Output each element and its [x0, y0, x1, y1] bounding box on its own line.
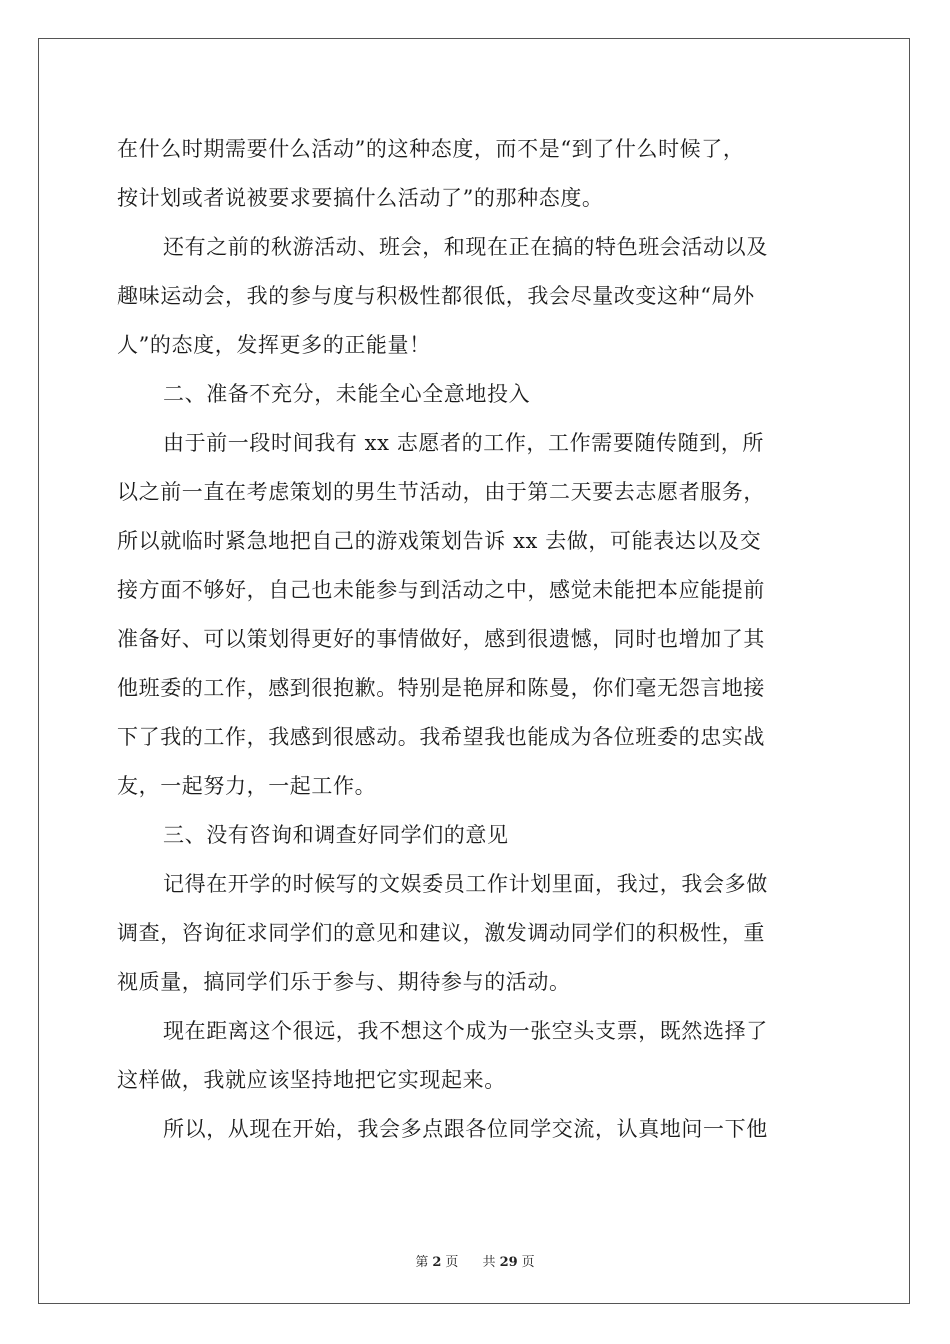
text-line: 趣味运动会，我的参与度与积极性都很低，我会尽量改变这种“局外 [117, 284, 755, 308]
text-line: 由于前一段时间我有 xx 志愿者的工作，工作需要随传随到，所 [163, 431, 765, 455]
total-label: 共 29 页 [482, 1255, 535, 1270]
text-line: 这样做，我就应该坚持地把它实现起来。 [117, 1068, 506, 1092]
page-label: 第 2 页 [415, 1255, 459, 1270]
text-line: 他班委的工作，感到很抱歉。特别是艳屏和陈曼，你们毫无怨言地接 [117, 676, 765, 700]
text-line: 人”的态度，发挥更多的正能量！ [117, 333, 431, 357]
page-footer [0, 1251, 950, 1270]
text-line: 按计划或者说被要求要搞什么活动了”的那种态度。 [117, 186, 604, 210]
text-line: 在什么时期需要什么活动”的这种态度，而不是“到了什么时候了， [117, 137, 745, 161]
text-line: 现在距离这个很远，我不想这个成为一张空头支票，既然选择了 [163, 1019, 768, 1043]
text-line: 下了我的工作，我感到很感动。我希望我也能成为各位班委的忠实战 [117, 725, 765, 749]
text-line: 二、准备不充分，未能全心全意地投入 [163, 382, 531, 406]
text-line: 所以，从现在开始，我会多点跟各位同学交流，认真地问一下他 [163, 1117, 768, 1141]
total-pages-number: 29 [499, 1255, 518, 1270]
text-line: 还有之前的秋游活动、班会，和现在正在搞的特色班会活动以及 [163, 235, 768, 259]
text-line: 以之前一直在考虑策划的男生节活动，由于第二天要去志愿者服务， [117, 480, 765, 504]
text-line: 所以就临时紧急地把自己的游戏策划告诉 xx 去做，可能表达以及交 [117, 529, 762, 553]
text-line: 调查，咨询征求同学们的意见和建议，激发调动同学们的积极性，重 [117, 921, 765, 945]
current-page-number: 2 [432, 1255, 442, 1270]
text-line: 记得在开学的时候写的文娱委员工作计划里面，我过，我会多做 [163, 872, 768, 896]
text-line: 友，一起努力，一起工作。 [117, 774, 377, 798]
text-line: 准备好、可以策划得更好的事情做好，感到很遗憾，同时也增加了其 [117, 627, 765, 651]
text-line: 接方面不够好，自己也未能参与到活动之中，感觉未能把本应能提前 [117, 578, 765, 602]
document-body [117, 125, 835, 1154]
text-line: 三、没有咨询和调查好同学们的意见 [163, 823, 509, 847]
text-line: 视质量，搞同学们乐于参与、期待参与的活动。 [117, 970, 571, 994]
